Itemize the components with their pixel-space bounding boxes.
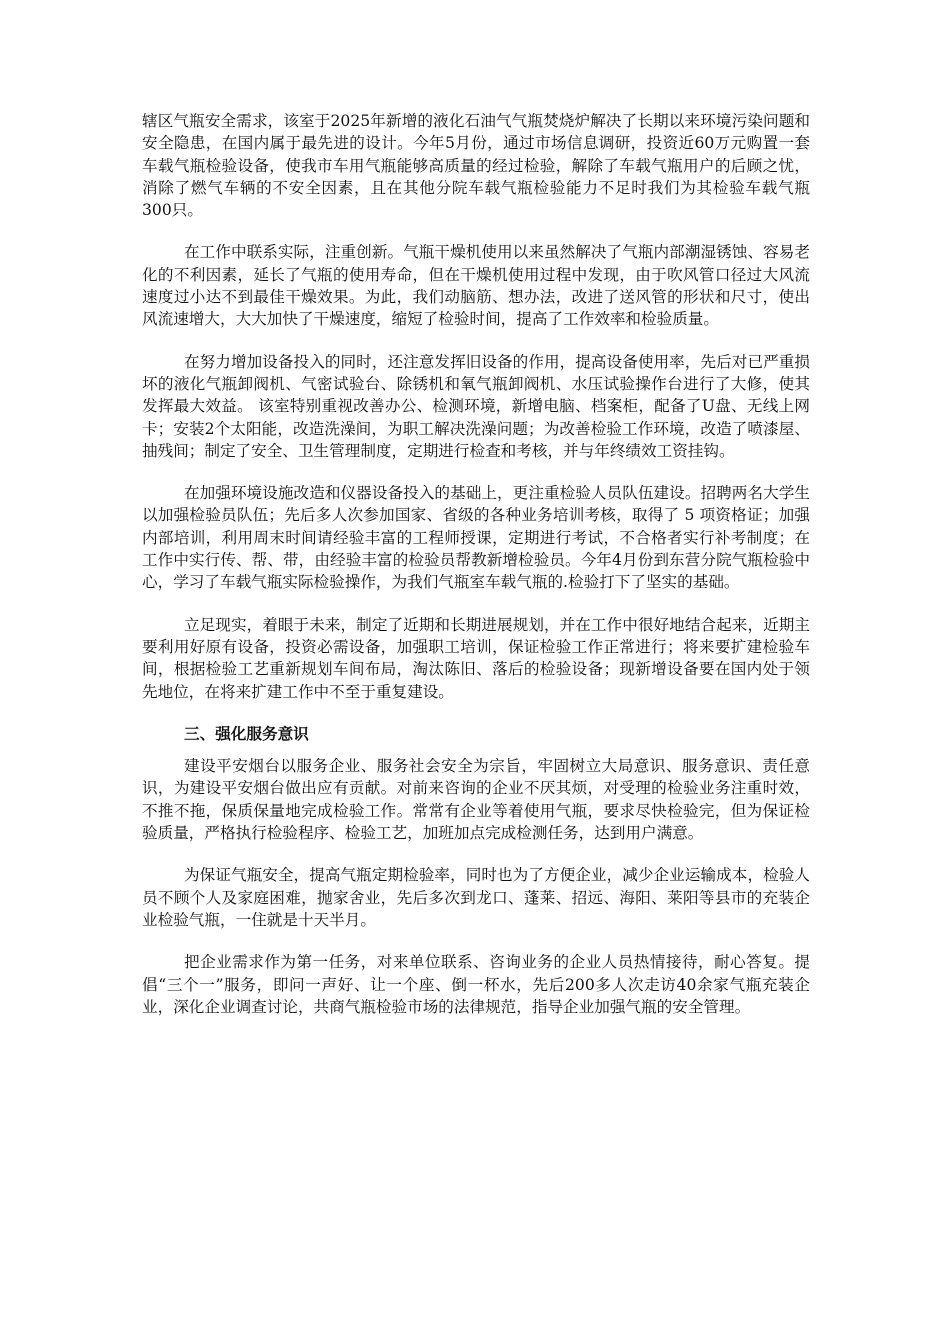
paragraph-planning: 立足现实，着眼于未来，制定了近期和长期进展规划，并在工作中很好地结合起来，近期主要利用好原有设备，投资必需设备，加强职工培训，保证检验工作正常进行；将来要扩建检验车间，根据检验工艺重新规划车间布局，淘汰陈旧、落后的检验设备；现新增设备要在国内处于领先地位，在将来扩建工作中不至于重复建设。: [142, 615, 810, 701]
paragraph-innovation: 在工作中联系实际，注重创新。气瓶干燥机使用以来虽然解决了气瓶内部潮湿锈蚀、容易老化的不利因素，延长了气瓶的使用寿命，但在干燥机使用过程中发现，由于吹风管口径过大风流速度过小达不到最佳干燥效果。为此，我们动脑筋、想办法，改进了送风管的形状和尺寸，使出风流速增大，大大加快了干燥速度，缩短了检验时间，提高了工作效率和检验质量。: [142, 243, 810, 329]
paragraph-continuation: 辖区气瓶安全需求，该室于2025年新增的液化石油气气瓶焚烧炉解决了长期以来环境污染问题和安全隐患，在国内属于最先进的设计。今年5月份，通过市场信息调研，投资近60万元购置一套车载气瓶检验设备，使我市车用气瓶能够高质量的经过检验，解除了车载气瓶用户的后顾之忧，消除了燃气车辆的不安全因素，且在其他分院车载气瓶检验能力不足时我们为其检验车载气瓶300只。: [142, 112, 810, 220]
paragraph-field-inspection: 为保证气瓶安全，提高气瓶定期检验率，同时也为了方便企业，减少企业运输成本，检验人员不顾个人及家庭困难，抛家舍业，先后多次到龙口、蓬莱、招远、海阳、莱阳等县市的充装企业检验气瓶，一住就是十天半月。: [142, 866, 810, 929]
section-heading: 三、强化服务意识: [184, 724, 309, 743]
paragraph-staff-training: 在加强环境设施改造和仪器设备投入的基础上，更注重检验人员队伍建设。招聘两名大学生以加强检验员队伍；先后多人次参加国家、省级的各种业务培训考核，取得了 5 项资格证；加强内部培训，利用周末时间请经验丰富的工程师授课，定期进行考试，不合格者实行补考制度；在工作中实行传、帮、带，由经验丰富的检验员帮教新增检验员。今年4月份到东营分院气瓶检验中心，学习了车载气瓶实际检验操作，为我们气瓶室车载气瓶的.检验打下了坚实的基础。: [142, 484, 810, 592]
document-page: [142, 110, 810, 1038]
paragraph-customer-service: 把企业需求作为第一任务，对来单位联系、咨询业务的企业人员热情接待，耐心答复。提倡“三个一”服务，即问一声好、让一个座、倒一杯水，先后200多人次走访40余家气瓶充装企业，深化企业调查讨论，共商气瓶检验市场的法律规范，指导企业加强气瓶的安全管理。: [142, 953, 810, 1016]
paragraph-service-purpose: 建设平安烟台以服务企业、服务社会安全为宗旨，牢固树立大局意识、服务意识、责任意识，为建设平安烟台做出应有贡献。对前来咨询的企业不厌其烦，对受理的检验业务注重时效，不推不拖，保质保量地完成检验工作。常常有企业等着使用气瓶，要求尽快检验完，但为保证检验质量，严格执行检验程序、检验工艺，加班加点完成检测任务，达到用户满意。: [142, 757, 810, 843]
paragraph-equipment: 在努力增加设备投入的同时，还注意发挥旧设备的作用，提高设备使用率，先后对已严重损坏的液化气瓶卸阀机、气密试验台、除锈机和氧气瓶卸阀机、水压试验操作台进行了大修，使其发挥最大效益。 该室特别重视改善办公、检测环境，新增电脑、档案柜，配备了U盘、无线上网卡；安装2个太阳能，改造洗澡间，为职工解决洗澡问题；为改善检验工作环境，改造了喷漆屋、抽残间；制定了安全、卫生管理制度，定期进行检查和考核，并与年终绩效工资挂钩。: [142, 352, 810, 460]
